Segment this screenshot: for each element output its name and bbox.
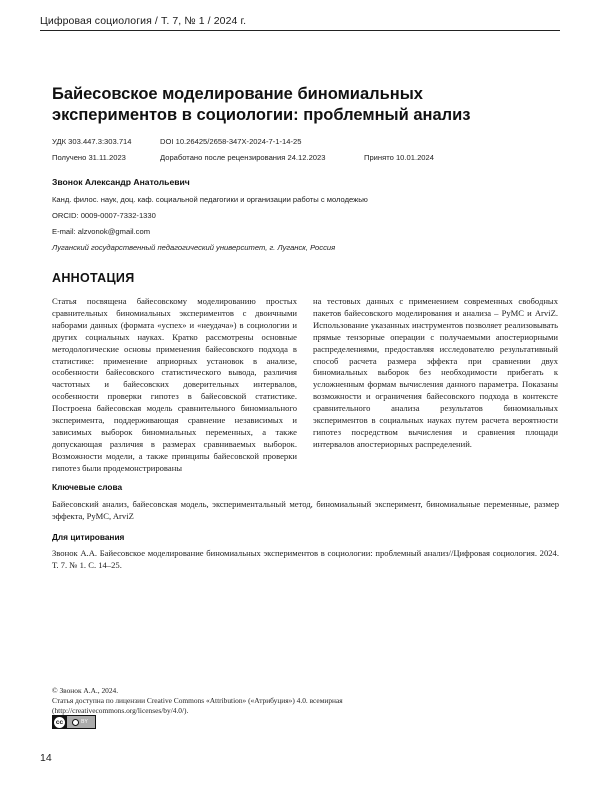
license-text-line-2: (http://creativecommons.org/licenses/by/4.0/).	[52, 706, 189, 715]
abstract-column-right: на тестовых данных с применением современных свободных пакетов байесовского моделирования и анализа – PyMC и ArviZ. Использование указанных инструментов позволяет реализовывать прямые тензорные операции с получаемыми апостериорными распределениями, предоставляя исследователю результативный способ расчета размера эффекта при сравнении двух биномиальных выборок без необходимости прибегать к усложненным формам вычисления данного параметра. Показаны возможности и ограничения байесовского подхода в контексте сравнительного анализа результатов биномиальных экспериментов в социальных науках путем расчета вероятности гипотез посредством вычисления и сравнения площади интервалов апостериорных распределений.	[313, 296, 558, 449]
received-date: Получено 31.11.2023	[52, 153, 126, 162]
abstract-column-left: Статья посвящена байесовскому моделированию простых сравнительных биномиальных экспериментов с двоичными наборами данных (формата «успех» и «неудача») в социологии и других социальных науках. Кратко рассмотрены основные методологические основы применения байесовского подхода в статистике: применение априорных установок в анализе, особенности байесовского статистического вывода, различия частотных и байесовских доверительных интервалов, особенности проверки гипотез в байесовской статистике. Построена байесовская модель сравнительного биномиального эксперимента, поддерживающая сравнение независимых и зависимых выборок биномиальных переменных, а также допускающая различия в размерах сравниваемых выборок. Возможности модели, а также принципы байесовской проверки гипотез были продемонстрированы	[52, 296, 297, 473]
revised-date: Доработано после рецензирования 24.12.2023	[160, 153, 326, 162]
copyright-notice: © Звонок А.А., 2024.	[52, 686, 119, 695]
abstract-heading: АННОТАЦИЯ	[52, 271, 135, 285]
citation-text: Звонок А.А. Байесовское моделирование биномиальных экспериментов в социологии: проблемный анализ//Цифровая социология. 2024. Т. 7. № 1. С. 14–25.	[52, 548, 559, 570]
doi: DOI 10.26425/2658-347X-2024-7-1-14-25	[160, 137, 302, 146]
journal-header: Цифровая социология / Т. 7, № 1 / 2024 г.	[40, 15, 247, 27]
article-title	[52, 84, 552, 126]
keywords-heading: Ключевые слова	[52, 482, 123, 492]
cc-by-part	[67, 716, 95, 728]
page-number: 14	[40, 752, 52, 764]
cc-by-license-badge[interactable]	[52, 715, 96, 729]
cc-by-label: BY	[81, 719, 88, 725]
title-line-1: Байесовское моделирование биномиальных	[52, 85, 423, 103]
license-text-line-1: Статья доступна по лицензии Creative Commons «Attribution» («Атрибуция») 4.0. всемирная	[52, 696, 343, 705]
title-line-2: экспериментов в социологии: проблемный анализ	[52, 106, 471, 124]
attribution-person-icon	[72, 719, 79, 726]
author-email: E-mail: alzvonok@gmail.com	[52, 227, 151, 236]
author-name: Звонок Александр Анатольевич	[52, 177, 190, 187]
header-divider	[40, 30, 560, 31]
author-orcid: ORCID: 0009-0007-7332-1330	[52, 211, 156, 220]
udc-code: УДК 303.447.3:303.714	[52, 137, 132, 146]
author-position: Канд. филос. наук, доц. каф. социальной педагогики и организации работы с молодежью	[52, 195, 368, 204]
keywords-text: Байесовский анализ, байесовская модель, экспериментальный метод, биномиальный эксперимент, биномиальные переменные, размер эффекта, PyMC, ArviZ	[52, 499, 559, 521]
author-affiliation: Луганский государственный педагогический университет, г. Луганск, Россия	[52, 243, 336, 252]
accepted-date: Принято 10.01.2024	[364, 153, 434, 162]
cc-logo-icon: cc	[55, 718, 64, 726]
citation-heading: Для цитирования	[52, 532, 125, 542]
